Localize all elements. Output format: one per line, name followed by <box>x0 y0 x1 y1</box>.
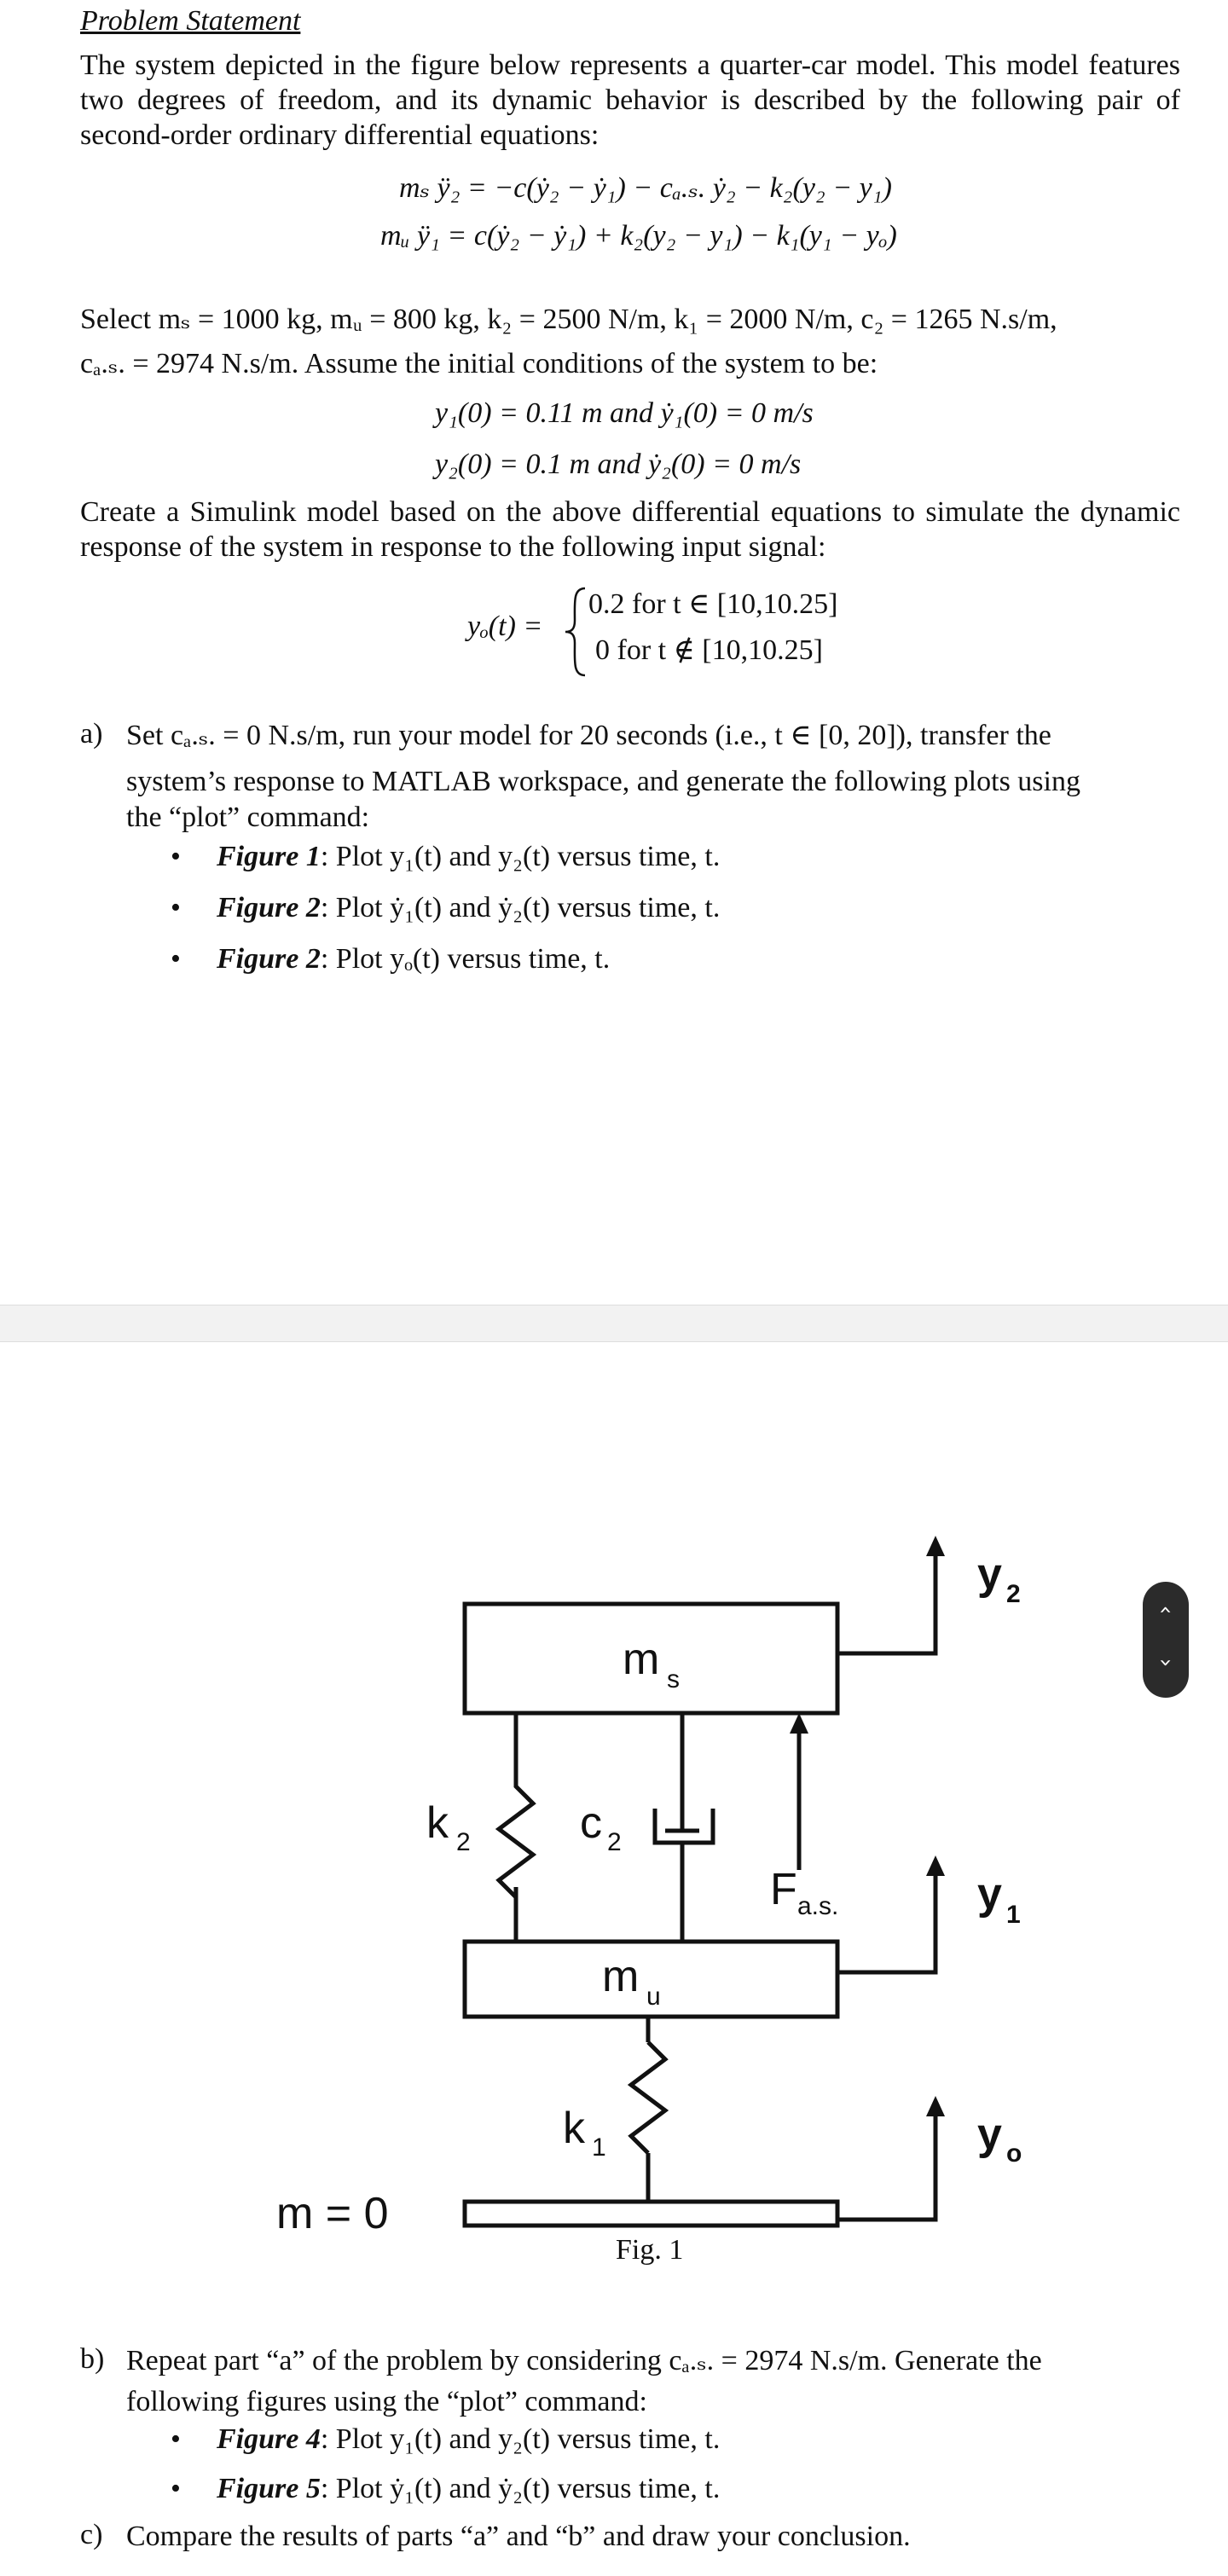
part-b-bullet-2 <box>217 2473 720 2505</box>
ground-mass-label: m = 0 <box>276 2189 389 2238</box>
ground-plate <box>465 2202 837 2226</box>
part-a-line-2: system’s response to MATLAB workspace, and generate the following plots using <box>126 766 1080 797</box>
figure-caption: Fig. 1 <box>616 2234 684 2266</box>
damper-c2-subscript: 2 <box>607 1828 622 1856</box>
input-signal-brace-icon <box>563 587 588 677</box>
spring-k2 <box>499 1713 533 1904</box>
sprung-mass-label: m <box>623 1635 660 1684</box>
part-c-line-1: Compare the results of parts “a” and “b” and draw your conclusion. <box>126 2521 911 2552</box>
bullet-text: : Plot yₒ(t) versus time, t. <box>320 943 611 975</box>
spring-k2-label: k <box>426 1798 449 1848</box>
figure-label: Figure 2 <box>217 892 321 923</box>
input-signal-case-2: 0 for t ∉ [10,10.25] <box>595 634 823 666</box>
sprung-mass-subscript: s <box>667 1665 680 1693</box>
force-subscript: a.s. <box>797 1892 839 1920</box>
figure-label: Figure 2 <box>217 943 321 975</box>
part-c-label: c) <box>80 2519 103 2550</box>
spring-k2-subscript: 2 <box>456 1828 471 1856</box>
input-signal-case-1: 0.2 for t ∈ [10,10.25] <box>588 588 838 620</box>
part-a-line-3: the “plot” command: <box>126 802 370 833</box>
figure-label: Figure 5 <box>217 2473 321 2504</box>
unsprung-mass-subscript: u <box>646 1983 661 2011</box>
figure-label: Figure 4 <box>217 2423 321 2455</box>
part-a-label: a) <box>80 718 103 750</box>
part-b-line-2: following figures using the “plot” command: <box>126 2386 647 2417</box>
part-b-bullet-1 <box>217 2423 720 2456</box>
input-signal-lhs: yₒ(t) = <box>467 611 543 642</box>
equation-sprung-mass: mₛ ÿ₂ = −c(ẏ₂ − ẏ₁) − cₐ.ₛ. ẏ₂ − k₂(y₂ − y₁) <box>399 172 892 204</box>
bullet-text: : Plot ẏ₁(t) and ẏ₂(t) versus time, t. <box>320 892 721 923</box>
damper-c2-label: c <box>580 1798 602 1848</box>
part-b-label: b) <box>80 2343 105 2375</box>
spring-k1-label: k <box>563 2104 585 2153</box>
displacement-y1-label: y <box>977 1869 1002 1919</box>
figure-label: Figure 1 <box>217 841 321 872</box>
displacement-y2-arrow <box>837 1550 935 1653</box>
chevron-up-icon[interactable]: ‹ <box>1153 1605 1179 1615</box>
part-b-line-1: Repeat part “a” of the problem by considering cₐ.ₛ. = 2974 N.s/m. Generate the <box>126 2345 1042 2376</box>
unsprung-mass-label: m <box>602 1952 640 2001</box>
chevron-down-icon[interactable]: › <box>1153 1658 1179 1668</box>
parts-b-c <box>0 2328 1228 2576</box>
page-divider <box>0 1305 1228 1342</box>
input-yo-arrow <box>837 2110 935 2220</box>
problem-heading: Problem Statement <box>80 5 301 37</box>
equation-unsprung-mass: mᵤ ÿ₁ = c(ẏ₂ − ẏ₁) + k₂(y₂ − y₁) − k₁(y₁ − yₒ) <box>380 220 897 252</box>
bullet-text: : Plot y₁(t) and y₂(t) versus time, t. <box>320 841 721 872</box>
input-yo-label: y <box>977 2110 1002 2159</box>
force-label: F <box>770 1865 797 1914</box>
displacement-y2-label: y <box>977 1549 1002 1599</box>
initial-condition-y1: y₁(0) = 0.11 m and ẏ₁(0) = 0 m/s <box>435 397 814 429</box>
parameters-line-2: cₐ.ₛ. = 2974 N.s/m. Assume the initial conditions of the system to be: <box>80 348 878 379</box>
part-a-line-1: Set cₐ.ₛ. = 0 N.s/m, run your model for 20 seconds (i.e., t ∈ [0, 20]), transfer the <box>126 720 1051 751</box>
part-a-bullet-3 <box>217 943 610 975</box>
spring-k1-subscript: 1 <box>592 2133 606 2162</box>
simulink-instructions: Create a Simulink model based on the above differential equations to simulate the dynamic response of the system in response to the following input signal: <box>80 496 1180 563</box>
displacement-y2-subscript: 2 <box>1006 1580 1021 1608</box>
bullet-text: : Plot ẏ₁(t) and ẏ₂(t) versus time, t. <box>320 2473 721 2504</box>
part-a-bullet-1 <box>217 841 720 873</box>
bullet-text: : Plot y₁(t) and y₂(t) versus time, t. <box>320 2423 721 2455</box>
page-navigation-pill[interactable] <box>1143 1582 1189 1698</box>
initial-condition-y2: y₂(0) = 0.1 m and ẏ₂(0) = 0 m/s <box>435 449 802 480</box>
displacement-y1-subscript: 1 <box>1006 1901 1021 1929</box>
intro-paragraph: The system depicted in the figure below represents a quarter-car model. This model features two degrees of freedom, and its dynamic behavior is described by the following pair of second-order ordinary differential equations: <box>80 49 1180 151</box>
parameters-line-1: Select mₛ = 1000 kg, mᵤ = 800 kg, k₂ = 2500 N/m, k₁ = 2000 N/m, c₂ = 1265 N.s/m, <box>80 304 1057 335</box>
spring-k1 <box>631 2042 665 2153</box>
displacement-y1-arrow <box>837 1870 935 1972</box>
part-a-bullet-2 <box>217 892 720 924</box>
input-yo-subscript: o <box>1006 2139 1022 2168</box>
quarter-car-figure <box>0 1341 1228 2313</box>
